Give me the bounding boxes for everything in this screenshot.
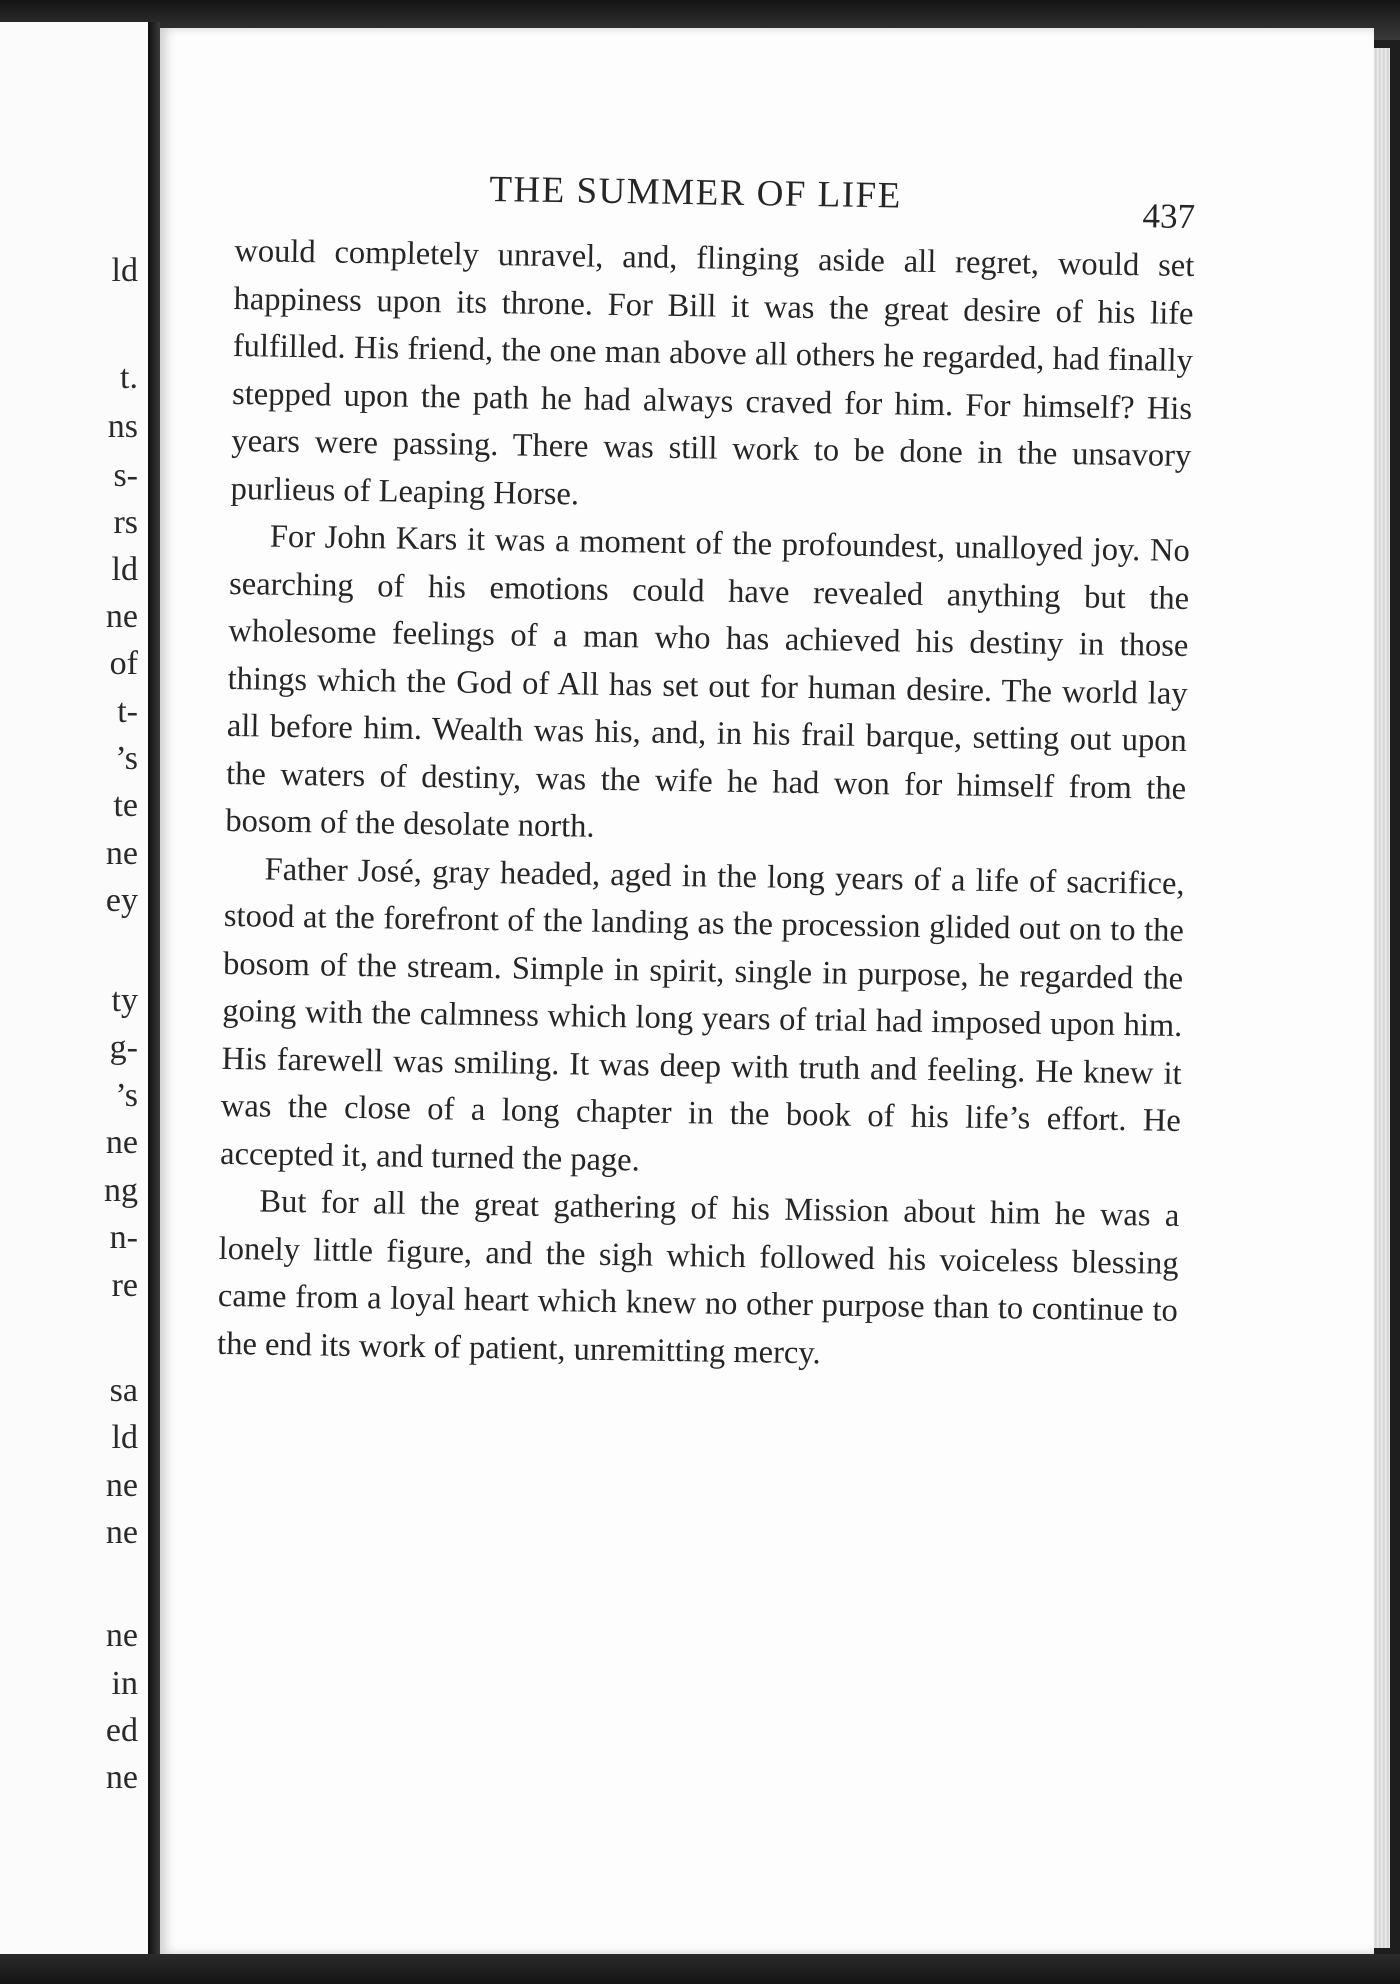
facing-fragment: t- xyxy=(117,693,138,730)
scan-bottom-edge xyxy=(0,1954,1400,1984)
facing-fragment: ty xyxy=(111,982,138,1019)
facing-fragment: ed xyxy=(105,1712,138,1749)
facing-fragment: of xyxy=(109,645,138,682)
facing-fragment: n- xyxy=(109,1219,138,1256)
facing-fragment: ey xyxy=(105,882,138,919)
facing-fragment: ne xyxy=(105,1617,138,1654)
facing-fragment: g- xyxy=(109,1029,138,1066)
facing-fragment: s- xyxy=(113,457,138,494)
body-text xyxy=(217,228,1195,1383)
facing-fragment: ns xyxy=(107,408,138,445)
page-number: 437 xyxy=(1142,196,1196,237)
facing-fragment: ne xyxy=(105,1514,138,1551)
facing-fragment: ne xyxy=(105,598,138,635)
facing-fragment: ne xyxy=(105,835,138,872)
paragraph: Father José, gray headed, aged in the long years of a life of sacrifice, stood at the forefront of the landing as the procession glided out on to the bosom of the stream. Simple in spirit, single in purpose, he regarded the going with the calmness which long years of trial had imposed upon him. His farewell was smiling. It was deep with truth and feeling. He knew it was the close of a long chapter in the book of his life’s effort. He accepted it, and turned the page. xyxy=(219,851,1185,1178)
facing-fragment: in xyxy=(111,1665,138,1702)
facing-fragment: rs xyxy=(113,504,138,541)
book-gutter xyxy=(148,22,160,1962)
page-content xyxy=(217,148,1196,1383)
facing-fragment: t. xyxy=(120,359,138,396)
paragraph: For John Kars it was a moment of the profoundest, unalloyed joy. No searching of his emotions could have revealed anything but the wholesome feelings of a man who has achieved his destiny in those things which the God of All has set out for human desire. The world lay all before him. Wealth was his, and, in his frail barque, setting out upon the waters of destiny, was the wife he had won for himself from the bosom of the desolate north. xyxy=(225,518,1191,845)
facing-fragment: ld xyxy=(111,551,138,588)
paragraph: would completely unravel, and, flinging aside all regret, would set happiness upon its throne. For Bill it was the great desire of his life fulfilled. His friend, the one man above all others he regarded, had finally stepped upon the path he had always craved for him. For himself? His years were passing. There was still work to be done in the unsavory purlieus of Leaping Horse. xyxy=(230,232,1195,512)
running-title: THE SUMMER OF LIFE xyxy=(489,168,903,217)
facing-fragment: ’s xyxy=(115,1077,138,1114)
facing-fragment: re xyxy=(111,1267,138,1304)
facing-fragment: ng xyxy=(104,1172,138,1209)
facing-fragment: sa xyxy=(109,1372,138,1409)
paragraph: But for all the great gathering of his Mission about him he was a lonely little figure, and the sigh which followed his voiceless blessing came from a loyal heart which knew no other purpose than to continue to the end its work of patient, unremitting mercy. xyxy=(216,1183,1180,1371)
facing-fragment: ’s xyxy=(115,740,138,777)
facing-fragment: te xyxy=(113,787,138,824)
facing-fragment: ne xyxy=(105,1467,138,1504)
facing-fragment: ne xyxy=(105,1759,138,1796)
facing-fragment: ld xyxy=(111,1419,138,1456)
facing-page xyxy=(0,22,148,1962)
running-head xyxy=(235,148,1196,235)
facing-fragment: ne xyxy=(105,1124,138,1161)
facing-fragment: ld xyxy=(111,252,138,289)
